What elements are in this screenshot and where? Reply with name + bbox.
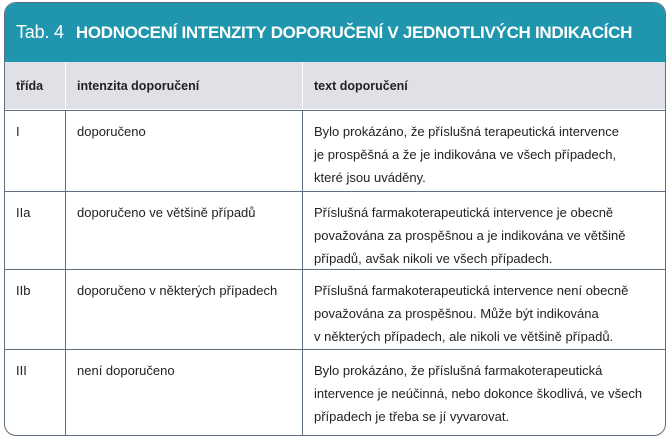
row-text-line: případů, avšak nikoli ve všech případech. bbox=[314, 251, 553, 266]
table-row bbox=[5, 269, 665, 349]
table-header-row bbox=[5, 62, 665, 110]
row-intensity: doporučeno bbox=[66, 111, 303, 191]
row-text-line: které jsou uváděny. bbox=[314, 170, 426, 185]
row-text bbox=[303, 192, 665, 269]
row-text-line: považována za prospěšnou. Může být indikována bbox=[314, 306, 599, 321]
row-text-line: Příslušná farmakoterapeutická intervence je obecně bbox=[314, 205, 614, 220]
table-number-label: Tab. 4 bbox=[16, 22, 64, 42]
row-text bbox=[303, 111, 665, 191]
row-text-line: intervence je neúčinná, nebo dokonce škodlivá, ve všech bbox=[314, 386, 643, 401]
row-text-line: v některých případech, ale nikoli ve většině případů. bbox=[314, 329, 614, 344]
row-text-line: Příslušná farmakoterapeutická intervence není obecně bbox=[314, 283, 629, 298]
row-class: III bbox=[5, 350, 66, 436]
row-class: IIb bbox=[5, 270, 66, 349]
row-text-line: případech je třeba se jí vyvarovat. bbox=[314, 409, 510, 424]
header-class: třída bbox=[5, 62, 66, 109]
table-row bbox=[5, 110, 665, 191]
table-title-bar bbox=[5, 3, 665, 62]
row-text-line: je prospěšná a že je indikována ve všech případech, bbox=[314, 147, 617, 162]
header-intensity: intenzita doporučení bbox=[66, 62, 303, 109]
row-class: IIa bbox=[5, 192, 66, 269]
row-text bbox=[303, 270, 665, 349]
row-intensity: doporučeno ve většině případů bbox=[66, 192, 303, 269]
table-row bbox=[5, 349, 665, 436]
row-text-line: Bylo prokázáno, že příslušná terapeutická intervence bbox=[314, 124, 619, 139]
table-title: HODNOCENÍ INTENZITY DOPORUČENÍ V JEDNOTLIVÝCH INDIKACÍCH bbox=[75, 22, 633, 42]
header-text: text doporučení bbox=[314, 79, 408, 93]
row-text-line: Bylo prokázáno, že příslušná farmakoterapeutická bbox=[314, 363, 603, 378]
row-class: I bbox=[5, 111, 66, 191]
table-frame bbox=[4, 2, 666, 436]
row-intensity: není doporučeno bbox=[66, 350, 303, 436]
row-text-line: považována za prospěšnou a je indikována ve většině bbox=[314, 228, 626, 243]
row-text bbox=[303, 350, 665, 436]
row-intensity: doporučeno v některých případech bbox=[66, 270, 303, 349]
table-row bbox=[5, 191, 665, 269]
